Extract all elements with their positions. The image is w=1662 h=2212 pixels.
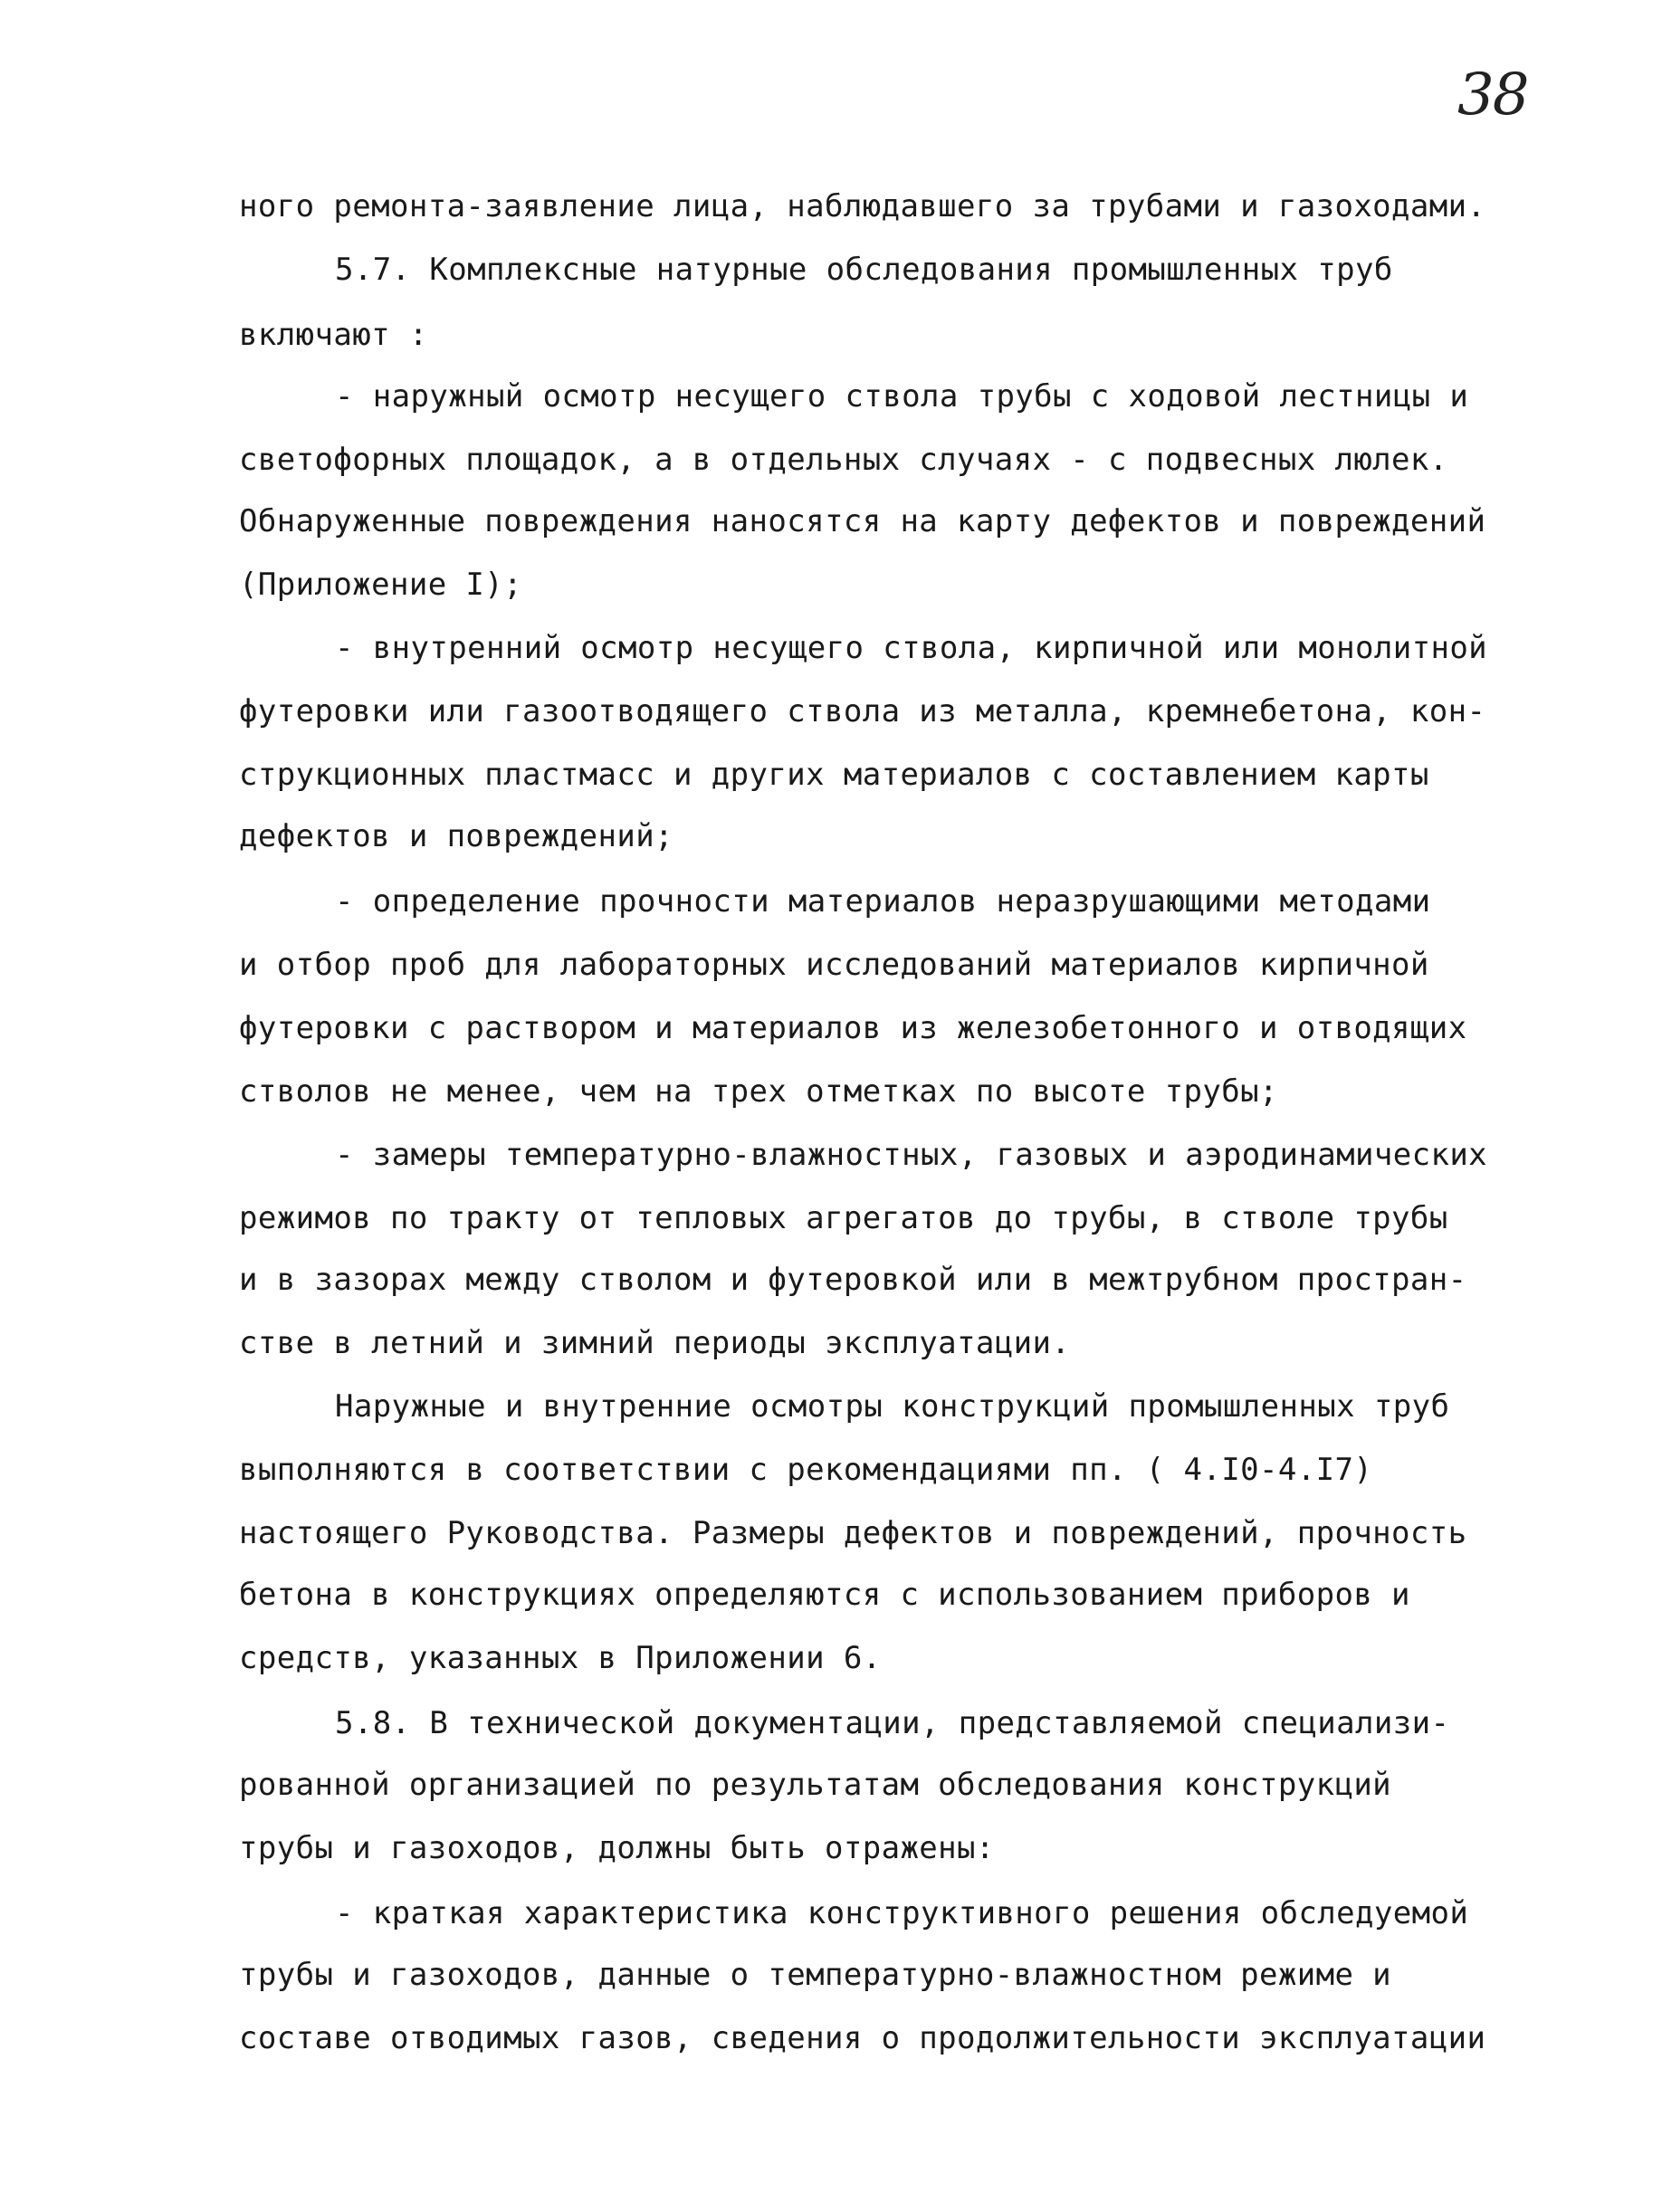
text-line: настоящего Руководства. Размеры дефектов и повреждений, прочность [239, 1515, 1467, 1551]
text-line: - определение прочности материалов неразрушающими методами [335, 883, 1431, 920]
text-line: футеровки с раствором и материалов из железобетонного и отводящих [239, 1010, 1467, 1046]
text-line: и в зазорах между стволом и футеровкой или в межтрубном простран- [239, 1262, 1467, 1298]
text-line: - краткая характеристика конструктивного решения обследуемой [335, 1895, 1469, 1931]
text-line: рованной организацией по результатам обследования конструкций [239, 1767, 1392, 1803]
text-line: бетона в конструкциях определяются с использованием приборов и [239, 1577, 1410, 1613]
text-line: (Приложение I); [239, 567, 523, 603]
text-line: 5.7. Комплексные натурные обследования промышленных труб [335, 252, 1393, 288]
text-line: стволов не менее, чем на трех отметках по высоте трубы; [239, 1073, 1278, 1110]
text-line: стве в летний и зимний периоды эксплуатации. [239, 1325, 1071, 1361]
text-line: футеровки или газоотводящего ствола из металла, кремнебетона, кон- [239, 693, 1486, 729]
text-line: трубы и газоходов, данные о температурно-влажностном режиме и [239, 1957, 1392, 1993]
text-line: средств, указанных в Приложении 6. [239, 1640, 882, 1676]
text-line: выполняются в соответствии с рекомендациями пп. ( 4.I0-4.I7) [239, 1452, 1373, 1488]
text-line: светофорных площадок, а в отдельных случаях - с подвесных люлек. [239, 442, 1448, 478]
text-line: - внутренний осмотр несущего ствола, кирпичной или монолитной [335, 630, 1488, 666]
text-line: - замеры температурно-влажностных, газовых и аэродинамических [335, 1137, 1488, 1173]
text-line: режимов по тракту от тепловых агрегатов до трубы, в стволе трубы [239, 1200, 1448, 1236]
text-line: 5.8. В технической документации, представляемой специализи- [335, 1705, 1450, 1741]
text-line: ного ремонта-заявление лица, наблюдавшего за трубами и газоходами. [239, 188, 1486, 224]
text-line: включают : [239, 317, 428, 353]
text-line: Обнаруженные повреждения наносятся на карту дефектов и повреждений [239, 503, 1486, 539]
text-line: - наружный осмотр несущего ствола трубы с ходовой лестницы и [335, 378, 1469, 415]
text-line: трубы и газоходов, должны быть отражены: [239, 1830, 995, 1866]
text-line: струкционных пластмасс и других материалов с составлением карты [239, 757, 1429, 793]
text-line: составе отводимых газов, сведения о продолжительности эксплуатации [239, 2020, 1486, 2056]
text-line: и отбор проб для лабораторных исследований материалов кирпичной [239, 947, 1429, 983]
page-number: 38 [1457, 62, 1528, 129]
text-line: Наружные и внутренние осмотры конструкций промышленных труб [335, 1388, 1450, 1425]
text-line: дефектов и повреждений; [239, 818, 674, 854]
